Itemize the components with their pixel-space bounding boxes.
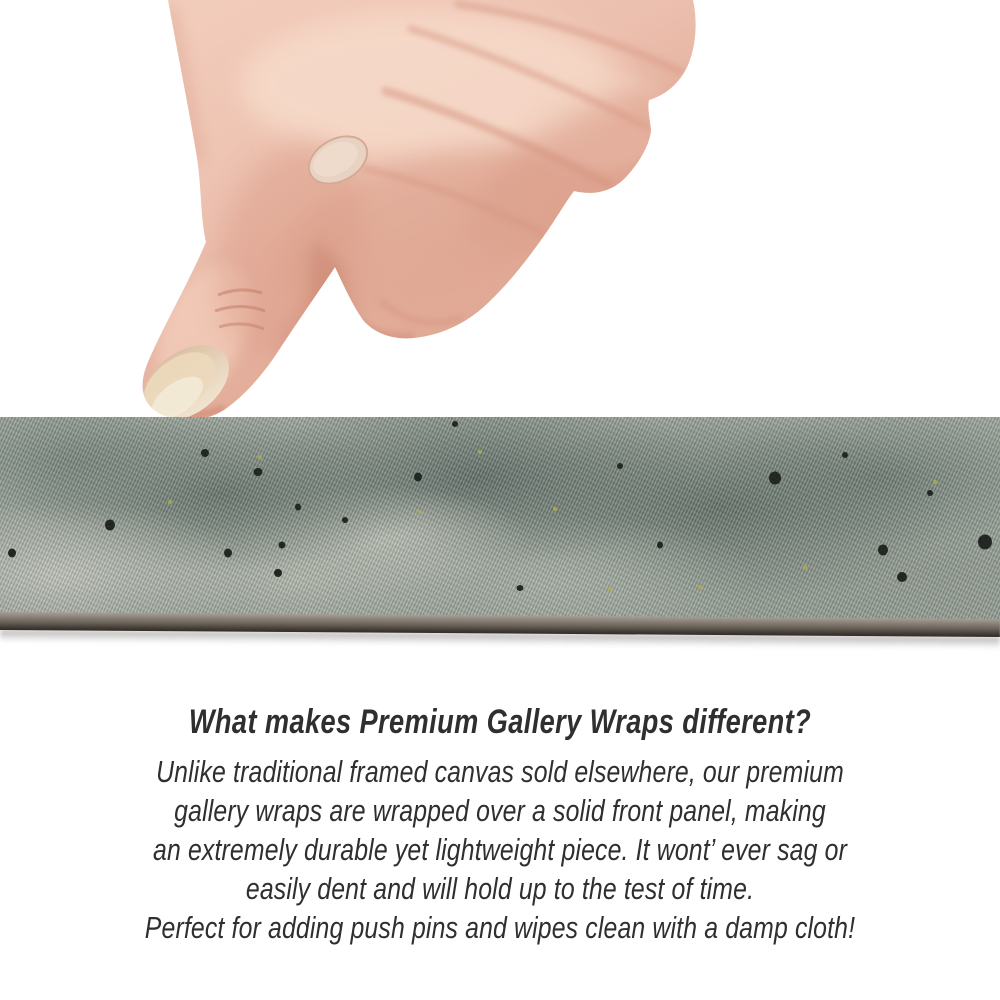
caption-line: gallery wraps are wrapped over a solid front panel, making [174, 793, 826, 828]
hand-photo [0, 0, 1000, 440]
caption-line: Unlike traditional framed canvas sold elsewhere, our premium [156, 754, 844, 789]
caption-block [100, 700, 900, 947]
canvas-grain-texture [0, 417, 1000, 620]
caption-line: an extremely durable yet lightweight piece. It wont’ ever sag or [153, 832, 847, 867]
canvas-strip [0, 417, 1000, 620]
caption-line: Perfect for adding push pins and wipes clean with a damp cloth! [144, 910, 856, 945]
caption-line: easily dent and will hold up to the test of time. [245, 871, 755, 906]
headline: What makes Premium Gallery Wraps different? [188, 703, 812, 741]
